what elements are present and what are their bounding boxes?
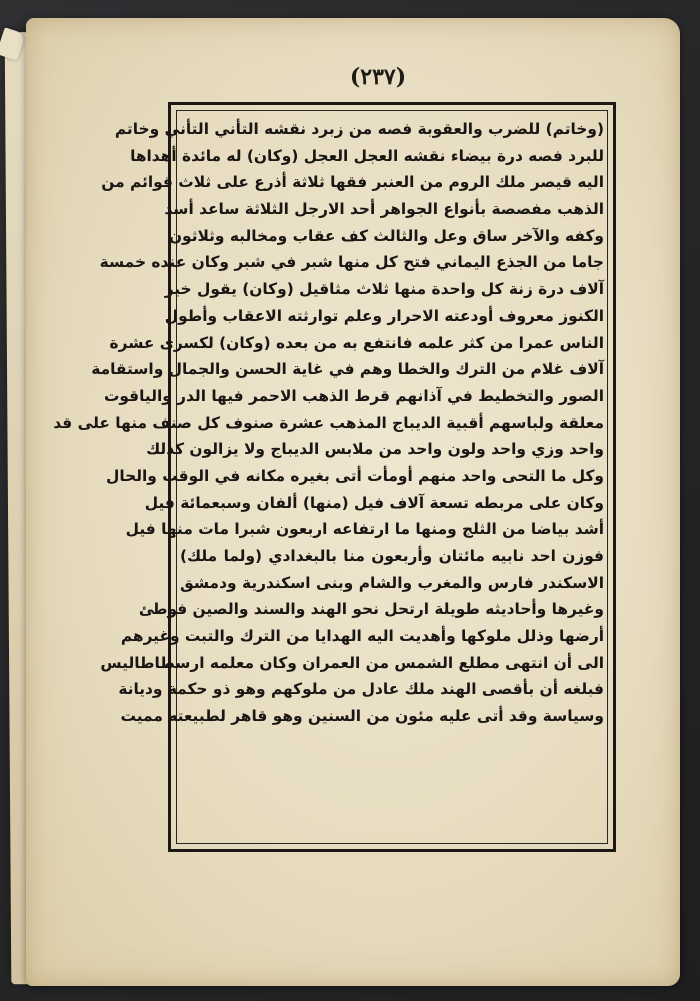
text-line: وغيرها وأحاديثه طويلة ارتحل نحو الهند والسند والصين فوطئ <box>138 600 604 619</box>
text-line: وكان على مربطه تسعة آلاف فيل (منها) ألفان وسبعمائة فيل <box>144 493 604 512</box>
text-line: واحد وزي واحد ولون واحد من ملابس الديباج ولا يزالون كذلك <box>146 440 604 459</box>
text-line: الكنوز معروف أودعته الاحرار وعلم توارثته الاعقاب وأطول <box>164 306 604 325</box>
text-line: جاما من الجذع اليماني فتح كل منها شبر في شبر وكان عنده خمسة <box>99 253 604 272</box>
text-line: آلاف غلام من الترك والخطا وهم في غاية الحسن والجمال واستقامة <box>91 360 604 379</box>
text-line: الاسكندر فارس والمغرب والشام وبنى اسكندرية ودمشق <box>180 573 604 592</box>
text-line: معلقة ولباسهم أقبية الديباج المذهب عشرة صنوف كل صنف منها على قد <box>53 413 604 432</box>
text-line: الى أن انتهى مطلع الشمس من العمران وكان معلمه ارسطاطاليس <box>100 653 604 672</box>
page-number: (٢٣٧) <box>349 64 407 90</box>
text-line: أرضها وذلل ملوكها وأهديت اليه الهدايا من الترك والتبت وغيرهم <box>120 627 604 646</box>
text-line: وسياسة وقد أتى عليه مئون من السنين وهو قاهر لطبيعته مميت <box>120 707 604 726</box>
text-line: للبرد فصه درة بيضاء نقشه العجل العجل (وكان) له مائدة أهداها <box>130 146 604 165</box>
text-line: أشد بياضا من الثلج ومنها ما ارتفاعه اربعون شبرا مات منها فيل <box>125 520 604 539</box>
text-line: فبلغه أن بأقصى الهند ملك عادل من ملوكهم وهو ذو حكمة وديانة <box>118 680 604 699</box>
text-line: آلاف درة زنة كل واحدة منها ثلاث مثاقيل (وكان) يقول خير <box>164 280 604 299</box>
arabic-text-block <box>53 116 604 838</box>
text-line: وكل ما التحى واحد منهم أومأت أتى بغيره مكانه في الوقت والحال <box>106 466 604 485</box>
text-line: وكفه والآخر ساق وعل والثالث كف عقاب ومخالبه وثلاثون <box>168 226 604 245</box>
text-line: (وخاتم) للضرب والعقوبة فصه من زبرد نقشه التأني التأني وخاتم <box>114 120 604 138</box>
text-line: الناس عمرا من كثر علمه فانتفع به من بعده (وكان) لكسرى عشرة <box>109 333 604 352</box>
text-line: الصور والتخطيط في آذانهم قرط الذهب الاحمر فيها الدر والياقوت <box>103 386 604 405</box>
text-line: فوزن احد نابيه مائتان وأربعون منا بالبغدادي (ولما ملك) <box>180 547 604 565</box>
text-line: اليه قيصر ملك الروم من العنبر فقها ثلاثة أذرع على ثلاث قوائم من <box>101 173 604 192</box>
text-line: الذهب مفصصة بأنواع الجواهر أحد الارجل الثلاثة ساعد أسد <box>164 200 604 219</box>
